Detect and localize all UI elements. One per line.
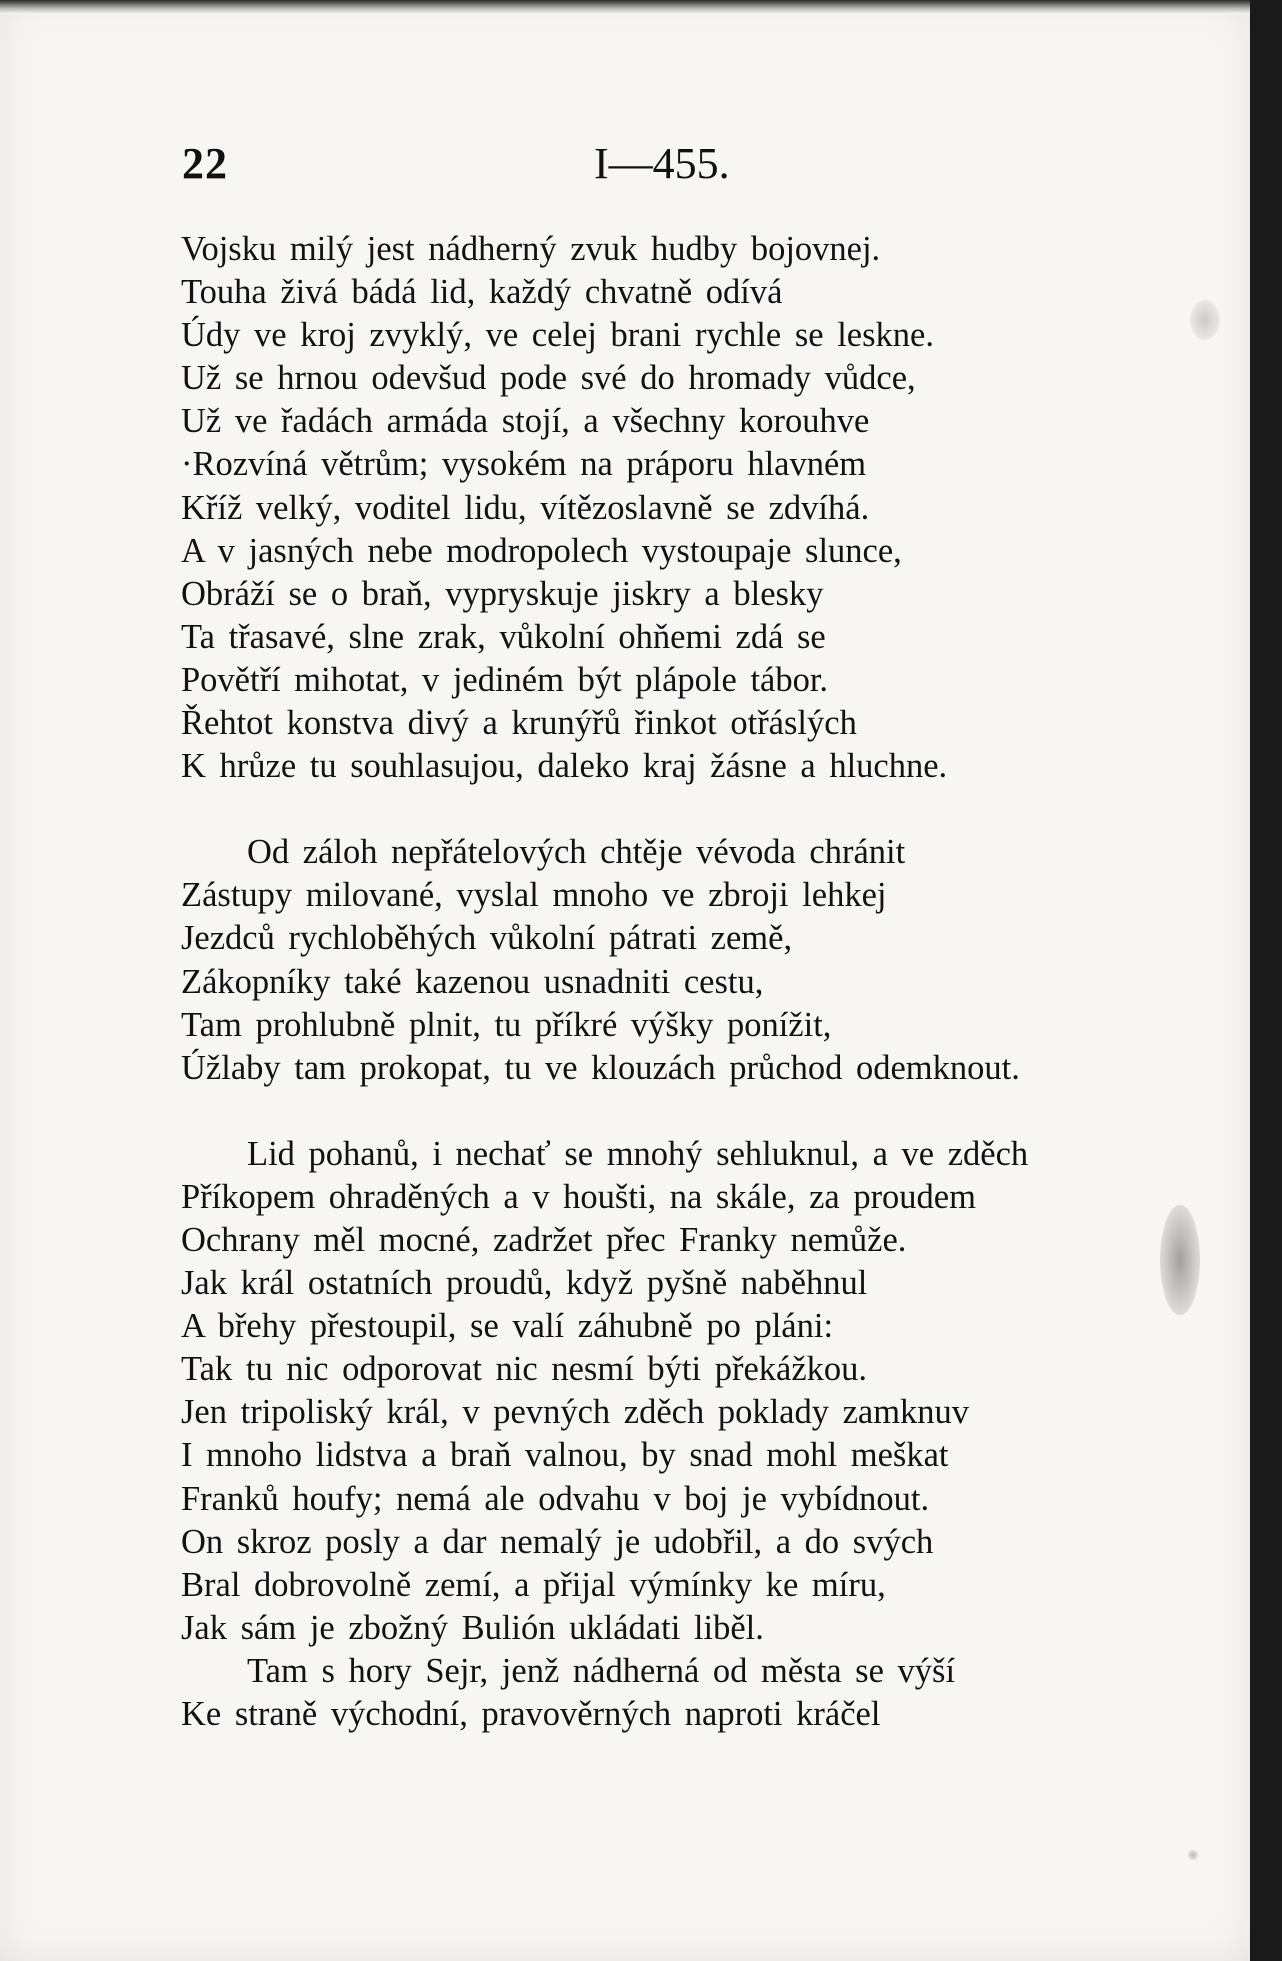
verse-line: Příkopem ohraděných a v houšti, na skále, za proudem [181, 1177, 976, 1216]
verse-line: Zástupy milované, vyslal mnoho ve zbroji lehkej [181, 876, 887, 915]
verse-line: Povětří mihotat, v jediném být plápole tábor. [181, 660, 829, 699]
stanza [181, 831, 1181, 1090]
verse-line: Ta třasavé, slne zrak, vůkolní ohňemi zdá se [181, 617, 826, 656]
verse-line: Bral dobrovolně zemí, a přijal výmínky ke míru, [181, 1565, 886, 1604]
ink-smudge [1188, 1850, 1198, 1860]
poem-text [181, 228, 1181, 1736]
ink-smudge [1160, 1205, 1200, 1315]
verse-line: Lid pohanů, i nechať se mnohý sehluknul, a ve zděch [247, 1134, 1029, 1173]
stanza [181, 228, 1181, 788]
verse-line: ·Rozvíná větrům; vysokém na práporu hlavném [181, 445, 867, 484]
verse-line: A v jasných nebe modropolech vystoupaje slunce, [181, 531, 902, 570]
verse-line: Řehtot konstva divý a krunýřů řinkot otřáslých [181, 704, 857, 743]
verse-line: Tam prohlubně plnit, tu příkré výšky ponížit, [181, 1005, 832, 1044]
verse-line: I mnoho lidstva a braň valnou, by snad mohl meškat [181, 1436, 949, 1475]
page-number: 22 [182, 139, 228, 188]
verse-line: Úžlaby tam prokopat, tu ve klouzách průchod odemknout. [181, 1048, 1020, 1087]
verse-line: Údy ve kroj zvyklý, ve celej brani rychle se leskne. [181, 316, 934, 355]
ink-smudge [1190, 300, 1220, 340]
verse-line: Ke straně východní, pravověrných naproti kráčel [181, 1695, 881, 1733]
verse-line: Touha živá bádá lid, každý chvatně odívá [181, 273, 783, 312]
verse-line: Jen tripoliský král, v pevných zděch poklady zamknuv [181, 1393, 970, 1432]
verse-line: A břehy přestoupil, se valí záhubně po pláni: [181, 1307, 834, 1346]
verse-line: K hrůze tu souhlasujou, daleko kraj žásne a hluchne. [181, 747, 948, 786]
verse-line: Franků houfy; nemá ale odvahu v boj je vybídnout. [181, 1479, 930, 1518]
verse-line: Obráží se o braň, vypryskuje jiskry a blesky [181, 574, 824, 613]
stanza-gap [181, 788, 1181, 831]
verse-line: Tam s hory Sejr, jenž nádherná od města se výší [247, 1651, 956, 1690]
stanza [181, 1133, 1181, 1736]
stanza-gap [181, 1090, 1181, 1133]
verse-line: Jezdců rychloběhých vůkolní pátrati země, [181, 919, 793, 958]
verse-line: Vojsku milý jest nádherný zvuk hudby bojovnej. [181, 230, 881, 268]
verse-line: Už ve řadách armáda stojí, a všechny korouhve [181, 402, 870, 441]
page-top-edge [0, 0, 1250, 14]
verse-line: Jak sám je zbožný Bulión ukládati liběl. [181, 1608, 764, 1647]
verse-line: Tak tu nic odporovat nic nesmí býti překážkou. [181, 1350, 868, 1389]
verse-line: On skroz posly a dar nemalý je udobřil, a do svých [181, 1522, 934, 1561]
verse-line: Zákopníky také kazenou usnadniti cestu, [181, 962, 764, 1001]
verse-line: Už se hrnou odevšud pode své do hromady vůdce, [181, 359, 916, 398]
verse-line: Od záloh nepřátelových chtěje vévoda chránit [247, 833, 906, 872]
page-header [180, 138, 1250, 198]
verse-line: Ochrany měl mocné, zadržet přec Franky nemůže. [181, 1220, 907, 1259]
verse-line: Jak král ostatních proudů, když pyšně naběhnul [181, 1264, 868, 1303]
running-head: I—455. [594, 139, 730, 188]
verse-line: Kříž velký, voditel lidu, vítězoslavně se zdvíhá. [181, 488, 870, 527]
